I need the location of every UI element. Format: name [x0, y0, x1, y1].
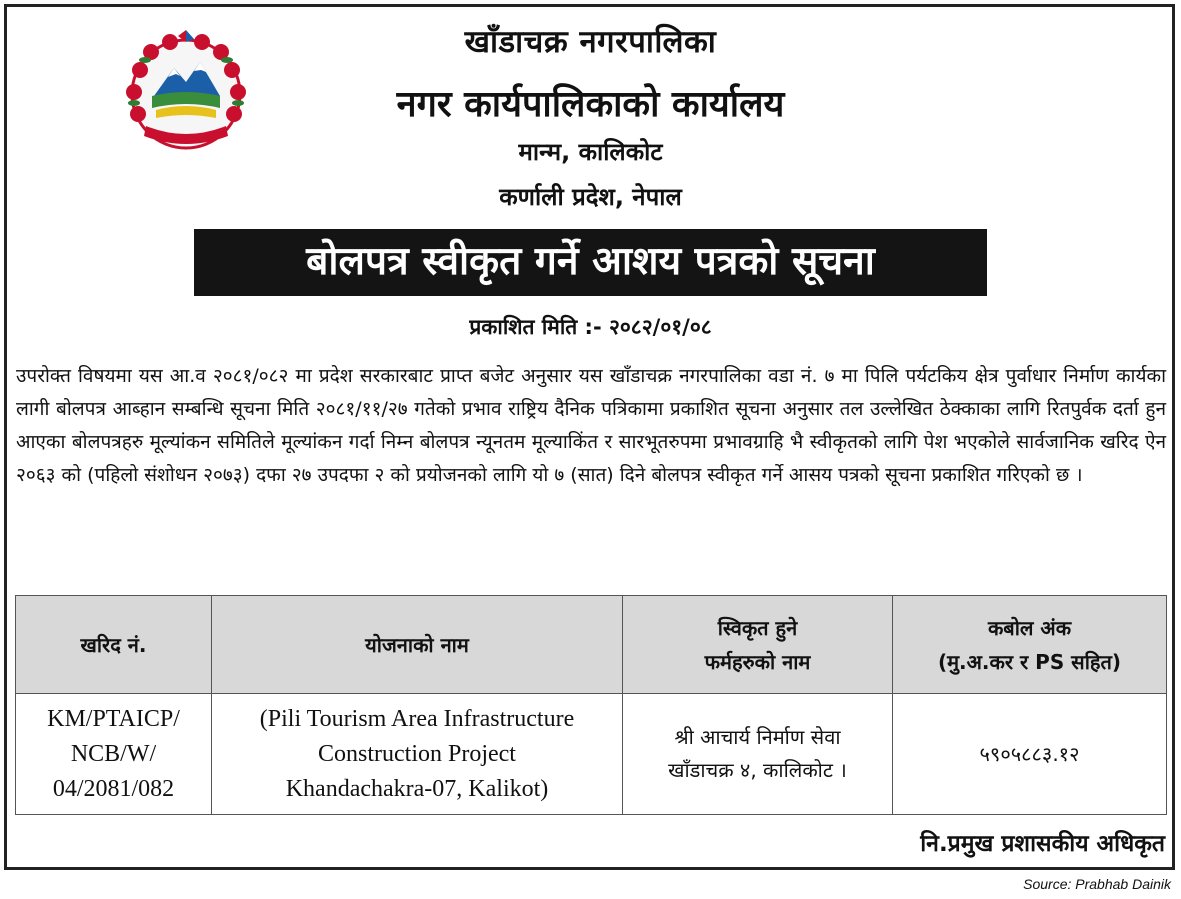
project-name-cell [212, 694, 623, 815]
source-credit: Source: Prabhab Dainik [1023, 876, 1171, 892]
project-line-2: Construction Project [318, 740, 516, 767]
procurement-no-line-3: 04/2081/082 [52, 775, 175, 802]
notice-body-text: उपरोक्त विषयमा यस आ.व २०८१/०८२ मा प्रदेश सरकारबाट प्राप्त बजेट अनुसार यस खाँडाचक्र नगरपालिका वडा नं. ७ मा पिलि पर्यटकिय क्षेत्र पुर्वाधार निर्माण कार्यका लागी बोलपत्र आब्हान सम्बन्धि सूचना मिति २०८१/११/२७ गतेको प्रभाव राष्ट्रिय दैनिक पत्रिकामा प्रकाशित सूचना अनुसार तल उल्लेखित ठेक्काका लागि रितपुर्वक दर्ता हुन आएका बोलपत्रहरु मूल्यांकन समितिले मूल्यांकन गर्दा निम्न बोलपत्र न्यूनतम मूल्याकिंत र सारभूतरुपमा प्रभावग्राहि भै स्वीकृतको लागि पेश भएकोले सार्वजानिक खरिद ऐन २०६३ को (पहिलो संशोधन २०७३) दफा २७ उपदफा २ को प्रयोजनको लागि यो ७ (सात) दिने बोलपत्र स्वीकृत गर्ने आसय पत्रको सूचना प्रकाशित गरिएको छ । [16, 365, 1166, 486]
firm-line-2: खाँडाचक्र ४, कालिकोट । [668, 758, 847, 782]
header-approved-firm [623, 596, 893, 694]
firm-name-cell [623, 694, 893, 815]
notice-title-banner: बोलपत्र स्वीकृत गर्ने आशय पत्रको सूचना [194, 229, 987, 296]
header-firm-line-1: स्विकृत हुने [717, 615, 798, 640]
bid-amount-cell: ५९०५८८३.१२ [893, 694, 1167, 815]
province-country: कर्णाली प्रदेश, नेपाल [499, 183, 682, 211]
published-date: प्रकाशित मिति :- २०८२/०१/०८ [469, 315, 712, 339]
procurement-no-line-2: NCB/W/ [70, 740, 157, 767]
header-procurement-no: खरिद नं. [16, 596, 212, 694]
office-location: मान्म, कालिकोट [518, 138, 663, 166]
procurement-number-cell [16, 694, 212, 815]
project-line-3: Khandachakra-07, Kalikot) [285, 775, 549, 802]
table-row [16, 694, 1167, 815]
signatory-title: नि.प्रमुख प्रशासकीय अधिकृत [920, 831, 1165, 857]
project-line-1: (Pili Tourism Area Infrastructure [259, 705, 575, 732]
header-amount-line-1: कबोल अंक [987, 615, 1072, 640]
header-amount-line-2: (मु.अ.कर र PS सहित) [937, 649, 1122, 674]
office-name: नगर कार्यपालिकाको कार्यालय [396, 84, 785, 125]
table-header-row [16, 596, 1167, 694]
header-bid-amount [893, 596, 1167, 694]
header-project-name: योजनाको नाम [212, 596, 623, 694]
firm-line-1: श्री आचार्य निर्माण सेवा [674, 725, 841, 749]
municipality-name: खाँडाचक्र नगरपालिका [464, 24, 717, 60]
procurement-no-line-1: KM/PTAICP/ [47, 705, 180, 732]
header-firm-line-2: फर्महरुको नाम [704, 649, 811, 674]
bid-table [15, 595, 1167, 815]
